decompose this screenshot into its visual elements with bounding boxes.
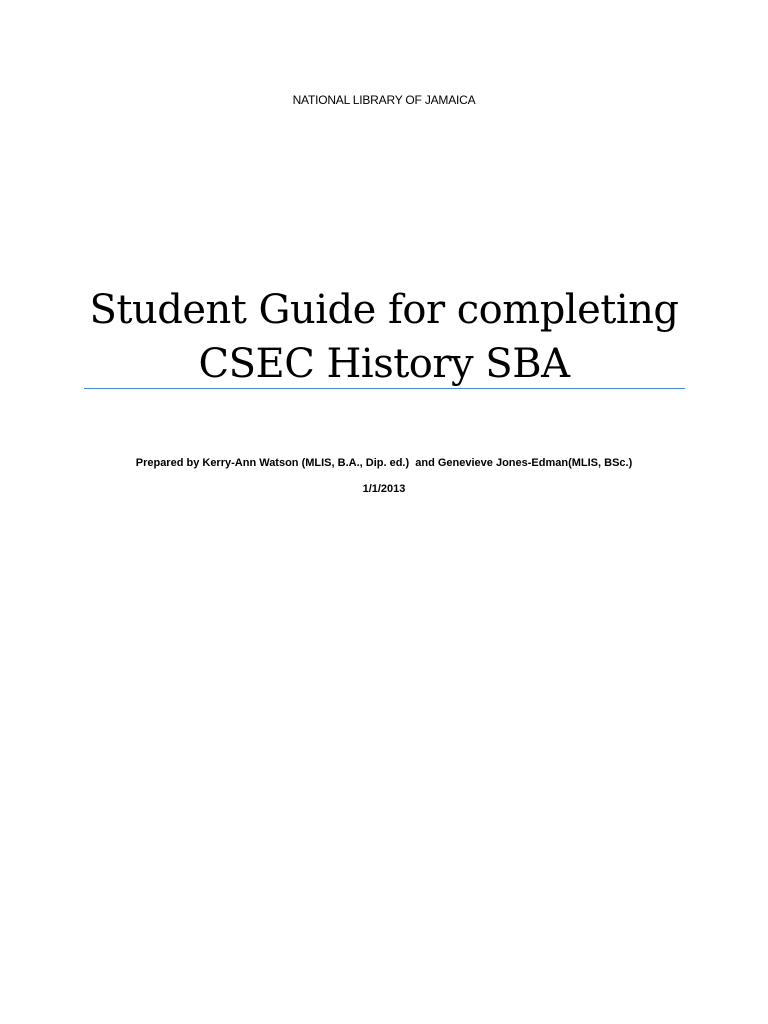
title-line-1: Student Guide for completing [89,287,679,333]
document-date: 1/1/2013 [362,483,406,495]
document-title [84,283,684,391]
title-divider [84,388,685,389]
title-line-2: CSEC History SBA [198,341,570,387]
organization-name: NATIONAL LIBRARY OF JAMAICA [292,93,476,107]
prepared-by-line: Prepared by Kerry-Ann Watson (MLIS, B.A., Dip. ed.) and Genevieve Jones-Edman(MLIS, BSc.) [135,457,633,469]
